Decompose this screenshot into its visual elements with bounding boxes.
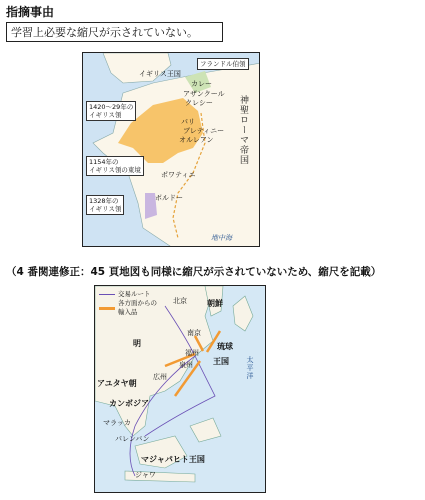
box-1420: 1420～29年の イギリス領 <box>86 101 136 121</box>
label-bretigny: ブレティニー <box>183 127 225 135</box>
legend-route <box>99 290 157 299</box>
box-1154: 1154年の イギリス領の東境 <box>86 156 144 176</box>
label-hre: 神聖ローマ帝国 <box>238 95 248 165</box>
reason-text: 学習上必要な縮尺が示されていない。 <box>11 26 198 39</box>
label-fuzhou: 福州 <box>185 349 199 357</box>
import-arrow-icon <box>99 307 115 310</box>
label-cambodia: カンボジア <box>109 399 149 408</box>
label-poitiers: ポワティエ <box>161 171 196 179</box>
label-malacca: マラッカ <box>103 419 131 427</box>
label-crecy: クレシー <box>185 99 213 107</box>
label-guangzhou: 広州 <box>153 373 167 381</box>
label-kingdom: 王国 <box>213 357 229 366</box>
label-quanzhou: 泉州 <box>179 361 193 369</box>
reason-heading: 指摘事由 <box>6 5 55 19</box>
reason-box <box>6 22 223 42</box>
route-line-icon <box>99 294 115 295</box>
label-ryukyu: 琉球 <box>217 342 233 351</box>
label-palembang: パレンバン <box>115 435 150 443</box>
label-korea: 朝鮮 <box>207 299 223 308</box>
label-majapahit: マジャパヒト王国 <box>141 455 205 464</box>
box-1328: 1328年の イギリス領 <box>86 195 124 215</box>
label-calais: カレー <box>191 80 212 88</box>
label-england: イギリス王国 <box>139 70 181 78</box>
label-agincourt: アザンクール <box>183 90 225 98</box>
label-ming: 明 <box>133 339 141 348</box>
label-pacific: 太平洋 <box>246 356 254 380</box>
label-java: ジャワ <box>135 471 156 479</box>
map-trade-routes <box>94 285 266 493</box>
label-mediterranean: 地中海 <box>211 234 232 242</box>
legend-import <box>99 299 157 317</box>
revision-note: （4 番関連修正：45 頁地図も同様に縮尺が示されていないため、縮尺を記載） <box>6 266 382 278</box>
label-ayutthaya: アユタヤ朝 <box>97 379 137 388</box>
label-beijing: 北京 <box>173 297 187 305</box>
box-flanders: フランドル伯領 <box>197 58 249 70</box>
label-bordeaux: ボルドー <box>155 194 183 202</box>
legend-import-label: 各方面からの 輸入品 <box>118 299 157 316</box>
label-orleans: オルレアン <box>179 136 214 144</box>
label-nanjing: 南京 <box>187 329 201 337</box>
map2-legend <box>99 290 157 317</box>
legend-route-label: 交易ルート <box>118 290 151 298</box>
map-hundred-years-war <box>82 52 260 247</box>
map1-drawing <box>83 53 260 247</box>
label-paris: パリ <box>181 118 195 126</box>
